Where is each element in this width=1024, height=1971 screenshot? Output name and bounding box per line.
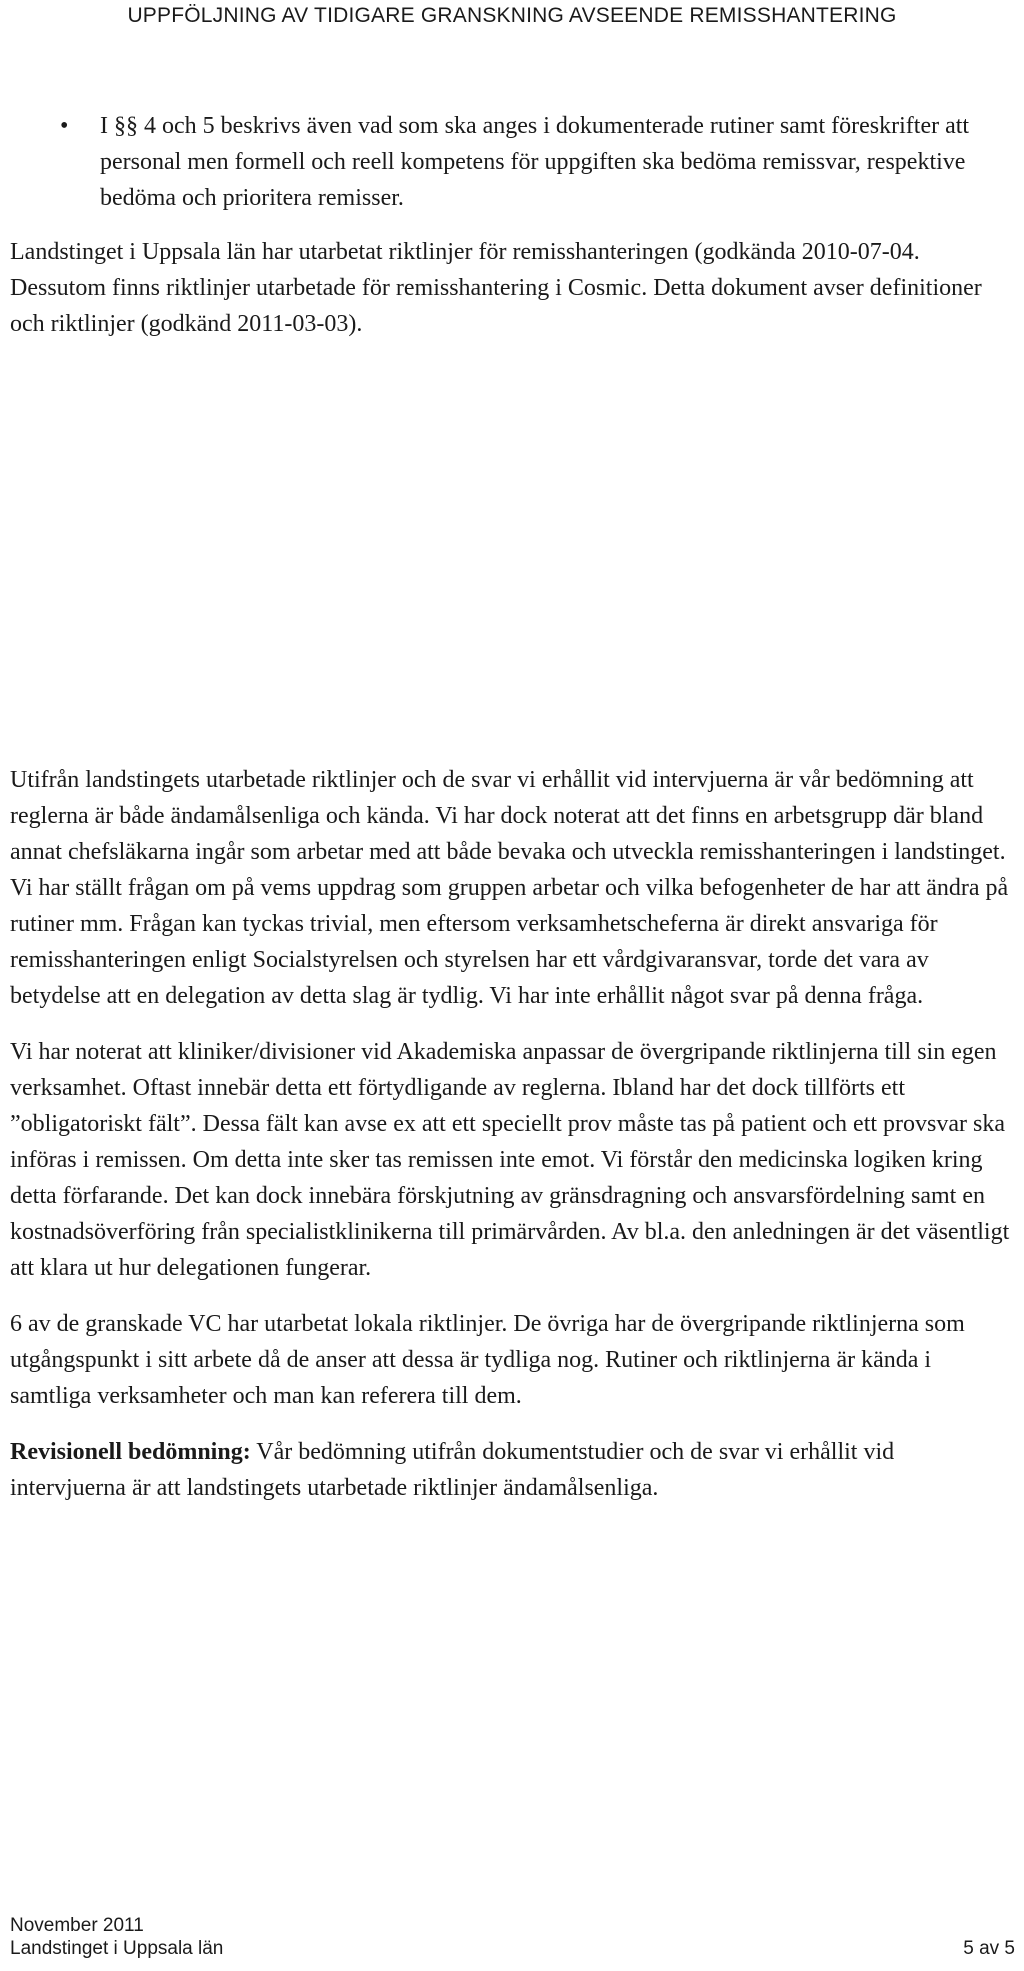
bullet-item bbox=[10, 108, 1015, 216]
page-number: 5 av 5 bbox=[963, 1938, 1015, 1959]
paragraph-kliniker: Vi har noterat att kliniker/divisioner vid Akademiska anpassar de övergripande riktlinjerna till sin egen verksamhet. Oftast innebär detta ett förtydligande av reglerna. Ibland har det dock tillförts ett ”obligatoriskt fält”. Dessa fält kan avse ex att ett speciellt prov måste tas på patient och ett provsvar ska införas i remissen. Om detta inte sker tas remissen inte emot. Vi förstår den medicinska logiken kring detta förfarande. Det kan dock innebära förskjutning av gränsdragning och ansvarsfördelning samt en kostnadsöverföring från specialistklinikerna till primärvården. Av bl.a. den anledningen är det väsentligt att klara ut hur delegationen fungerar. bbox=[10, 1039, 1010, 1281]
bullet-text: I §§ 4 och 5 beskrivs även vad som ska anges i dokumenterade rutiner samt föreskrifter att personal men formell och reell kompetens för uppgiften ska bedöma remissvar, respektive bedöma och prioritera remisser. bbox=[100, 113, 970, 211]
footer-row bbox=[10, 1937, 1015, 1960]
bullet-marker: • bbox=[60, 113, 69, 139]
revisionell-bedomning-text: Vår bedömning utifrån dokumentstudier och de svar vi erhållit vid intervjuerna är att landstingets utarbetade riktlinjer ändamålsenliga. bbox=[10, 1439, 895, 1501]
header-title: UPPFÖLJNING AV TIDIGARE GRANSKNING AVSEENDE REMISSHANTERING bbox=[127, 4, 897, 27]
paragraph-bedomning: Utifrån landstingets utarbetade riktlinjer och de svar vi erhållit vid intervjuerna är vår bedömning att reglerna är både ändamålsenliga och kända. Vi har dock noterat att det finns en arbetsgrupp där bland annat chefsläkarna ingår som arbetar med att både bevaka och utveckla remisshanteringen i landstinget. Vi har ställt frågan om på vems uppdrag som gruppen arbetar och vilka befogenheter de har att ändra på rutiner mm. Frågan kan tyckas trivial, men eftersom verksamhetscheferna är direkt ansvariga för remisshanteringen enligt Socialstyrelsen och styrelsen har ett vårdgivaransvar, torde det vara av betydelse att en delegation av detta slag är tydlig. Vi har inte erhållit något svar på denna fråga. bbox=[10, 767, 1009, 1009]
page-header bbox=[0, 4, 1024, 28]
revisionell-bedomning-label: Revisionell bedömning: bbox=[10, 1439, 251, 1465]
footer-date bbox=[10, 1914, 1015, 1937]
paragraph-vc: 6 av de granskade VC har utarbetat lokala riktlinjer. De övriga har de övergripande riktlinjerna som utgångspunkt i sitt arbete då de anser att dessa är tydliga nog. Rutiner och riktlinjerna är kända i samtliga verksamheter och man kan referera till dem. bbox=[10, 1311, 965, 1409]
paragraph-revisionell-bedomning bbox=[10, 1434, 1015, 1506]
footer-organization: Landstinget i Uppsala län bbox=[10, 1938, 224, 1959]
paragraph-riktlinjer: Landstinget i Uppsala län har utarbetat riktlinjer för remisshanteringen (godkända 2010-07-04. Dessutom finns riktlinjer utarbetade för remisshantering i Cosmic. Detta dokument avser definitioner och riktlinjer (godkänd 2011-03-03). bbox=[10, 239, 982, 337]
document-body bbox=[10, 108, 1015, 1506]
footer-date-text: November 2011 bbox=[10, 1915, 144, 1936]
bullet-list bbox=[10, 108, 1015, 216]
blank-space bbox=[10, 342, 1015, 762]
